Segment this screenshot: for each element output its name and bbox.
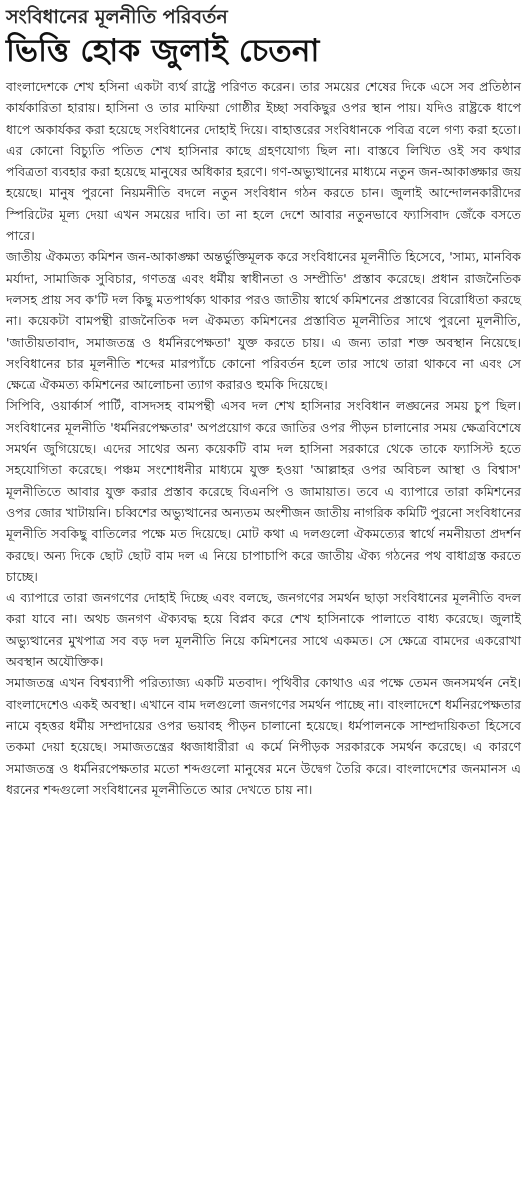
article-kicker: সংবিধানের মূলনীতি পরিবর্তন (6, 6, 228, 28)
article-paragraph-2: জাতীয় ঐকমত্য কমিশন জন-আকাঙ্ক্ষা অন্তর্ভুক্তিমূলক করে সংবিধানের মূলনীতি হিসেবে, 'সাম্য, মানবিক মর্যাদা, সামাজিক সুবিচার, গণতন্ত্র এবং ধর্মীয় স্বাধীনতা ও সম্প্রীতি' প্রস্তাব করেছে। প্রধান রাজনৈতিক দলসহ প্রায় সব ক'টি দল কিছু মতপার্থক্য থাকার পরও জাতীয় স্বার্থে কমিশনের প্রস্তাবের বিরোধিতা করছে না। কয়েকটা বামপন্থী রাজনৈতিক দল ঐকমত্য কমিশনের প্রস্তাবিত মূলনীতির সাথে পুরনো মূলনীতি, 'জাতীয়তাবাদ, সমাজতন্ত্র ও ধর্মনিরপেক্ষতা' যুক্ত করতে চায়। এ জন্য তারা শক্ত অবস্থান নিয়েছে। সংবিধানের চার মূলনীতি শব্দের মারপ্যাঁচে কোনো পরিবর্তন হলে তার সাথে তারা থাকবে না এবং সে ক্ষেত্রে ঐকমত্য কমিশনের আলোচনা ত্যাগ করারও হুমকি দিয়েছে। (6, 249, 521, 393)
article-headline: ভিত্তি হোক জুলাই চেতনা (6, 33, 320, 69)
article-paragraph-3: সিপিবি, ওয়ার্কার্স পার্টি, বাসদসহ বামপন্থী এসব দল শেখ হাসিনার সংবিধান লঙ্ঘনের সময় চুপ ছিল। সংবিধানের মূলনীতি 'ধর্মনিরপেক্ষতার' অপপ্রয়োগ করে জাতির ওপর পীড়ন চালানোর সময় ক্ষেত্রবিশেষে সমর্থন জুগিয়েছে। এদের সাথের অন্য কয়েকটি বাম দল হাসিনা সরকারে থেকে তাকে ফ্যাসিস্ট হতে সহযোগিতা করেছে। পঞ্চম সংশোধনীর মাধ্যমে যুক্ত হওয়া 'আল্লাহর ওপর অবিচল আস্থা ও বিশ্বাস' মূলনীতিতে আবার যুক্ত করার প্রস্তাব করেছে বিএনপি ও জামায়াত। তবে এ ব্যাপারে তারা কমিশনের ওপর জোর খাটায়নি। চব্বিশের অভ্যুত্থানের অন্যতম অংশীজন জাতীয় নাগরিক কমিটি পুরনো সংবিধানের মূলনীতি সবকিছু বাতিলের পক্ষে মত দিয়েছে। মোট কথা এ দলগুলো ঐকমত্যের স্বার্থে নমনীয়তা প্রদর্শন করছে। অন্য দিকে ছোট ছোট বাম দল এ নিয়ে চাপাচাপি করে জাতীয় ঐক্য গঠনের পথ বাধাগ্রস্ত করতে চাচ্ছে। (6, 398, 521, 584)
article-paragraph-4: এ ব্যাপারে তারা জনগণের দোহাই দিচ্ছে এবং বলছে, জনগণের সমর্থন ছাড়া সংবিধানের মূলনীতি বদল করা যাবে না। অথচ জনগণ ঐক্যবদ্ধ হয়ে বিপ্লব করে শেখ হাসিনাকে পালাতে বাধ্য করেছে। জুলাই অভ্যুত্থানের মুখপাত্র সব বড় দল মূলনীতি নিয়ে কমিশনের সাথে একমত। সে ক্ষেত্রে বামদের একরোখা অবস্থান অযৌক্তিক। (6, 590, 521, 670)
article-body (6, 76, 521, 800)
article-paragraph-1: বাংলাদেশকে শেখ হসিনা একটা ব্যর্থ রাষ্ট্রে পরিণত করেন। তার সময়ের শেষের দিকে এসে সব প্রতিষ্ঠান কার্যকারিতা হারায়। হাসিনা ও তার মাফিয়া গোষ্ঠীর ইচ্ছা সবকিছুর ওপর স্থান পায়। যদিও রাষ্ট্রকে ধাপে ধাপে অকার্যকর করা হয়েছে সংবিধানের দোহাই দিয়ে। বাহাত্তরের সংবিধানকে পবিত্র বলে গণ্য করা হতো। এর কোনো বিচ্যুতি পতিত শেখ হাসিনার কাছে গ্রহণযোগ্য ছিল না। বাস্তবে লিখিত ওই সব কথার পবিত্রতা ব্যবহার করা হয়েছে মানুষের অধিকার হরণে। গণ-অভ্যুত্থানের মাধ্যমে নতুন জন-আকাঙ্ক্ষার জয় হয়েছে। মানুষ পুরনো নিয়মনীতি বদলে নতুন সংবিধান গঠন করতে চান। জুলাই আন্দোলনকারীদের স্পিরিটের মূল্য দেয়া এখন সময়ের দাবি। তা না হলে দেশে আবার নতুনভাবে ফ্যাসিবাদ জেঁকে বসতে পারে। (6, 79, 521, 244)
article-paragraph-5: সমাজতন্ত্র এখন বিশ্বব্যাপী পরিত্যাজ্য একটি মতবাদ। পৃথিবীর কোথাও এর পক্ষে তেমন জনসমর্থন নেই। বাংলাদেশেও একই অবস্থা। এখানে বাম দলগুলো জনগণের সমর্থন পাচ্ছে না। বাংলাদেশে ধর্মনিরপেক্ষতার নামে বৃহত্তর ধর্মীয় সম্প্রদায়ের ওপর ভয়াবহ পীড়ন চালানো হয়েছে। ধর্মপালনকে সাম্প্রদায়িকতা হিসেবে তকমা দেয়া হয়েছে। সমাজতন্ত্রের ধ্বজাধারীরা এ কর্মে নিপীড়ক সরকারকে সমর্থন করেছে। এ কারণে সমাজতন্ত্র ও ধর্মনিরপেক্ষতার মতো শব্দগুলো মানুষের মনে উদ্বেগ তৈরি করে। বাংলাদেশের জনমানস এ ধরনের শব্দগুলো সংবিধানের মূলনীতিতে আর দেখতে চায় না। (6, 675, 521, 797)
